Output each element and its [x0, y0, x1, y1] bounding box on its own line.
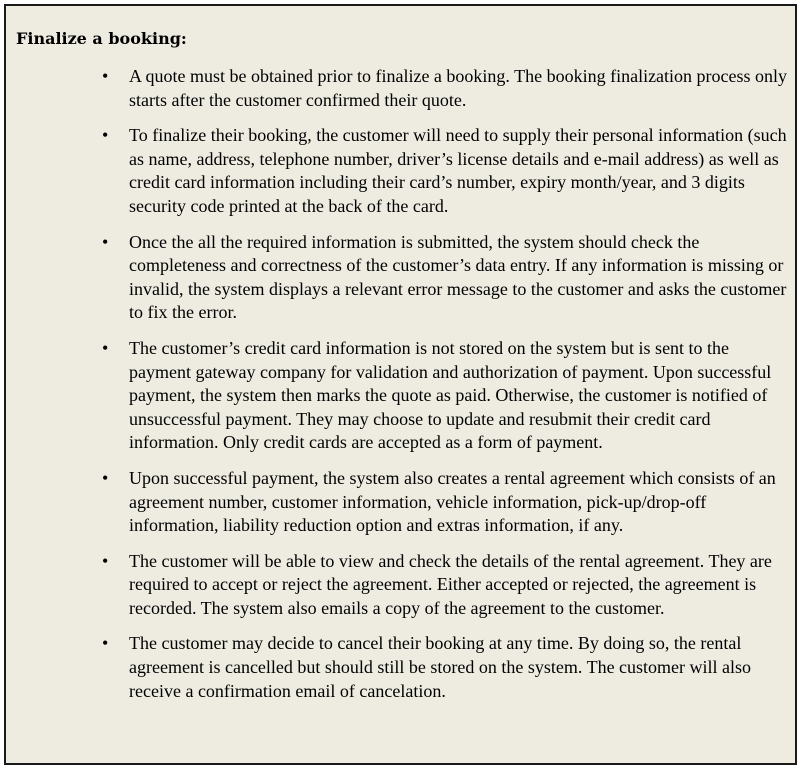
list-item: • A quote must be obtained prior to finalize a booking. The booking finalization process only starts after the customer confirmed their quote.	[6, 65, 797, 112]
requirements-panel	[4, 4, 797, 765]
list-item: • Upon successful payment, the system also creates a rental agreement which consists of an agreement number, customer information, vehicle information, pick-up/drop-off information, liability reduction option and extras information, if any.	[6, 467, 797, 538]
list-item: • The customer may decide to cancel their booking at any time. By doing so, the rental agreement is cancelled but should still be stored on the system. The customer will also receive a confirmation email of cancelation.	[6, 632, 797, 703]
section-heading: Finalize a booking:	[16, 29, 187, 48]
list-item: • The customer’s credit card information is not stored on the system but is sent to the payment gateway company for validation and authorization of payment. Upon successful payment, the system then marks the quote as paid. Otherwise, the customer is notified of unsuccessful payment. They may choose to update and resubmit their credit card information. Only credit cards are accepted as a form of payment.	[6, 337, 797, 455]
list-item: • Once the all the required information is submitted, the system should check the completeness and correctness of the customer’s data entry. If any information is missing or invalid, the system displays a relevant error message to the customer and asks the customer to fix the error.	[6, 231, 797, 325]
requirements-list	[6, 65, 797, 715]
list-item: • To finalize their booking, the customer will need to supply their personal information (such as name, address, telephone number, driver’s license details and e-mail address) as well as credit card information including their card’s number, expiry month/year, and 3 digits security code printed at the back of the card.	[6, 124, 797, 218]
list-item: • The customer will be able to view and check the details of the rental agreement. They are required to accept or reject the agreement. Either accepted or rejected, the agreement is recorded. The system also emails a copy of the agreement to the customer.	[6, 550, 797, 621]
